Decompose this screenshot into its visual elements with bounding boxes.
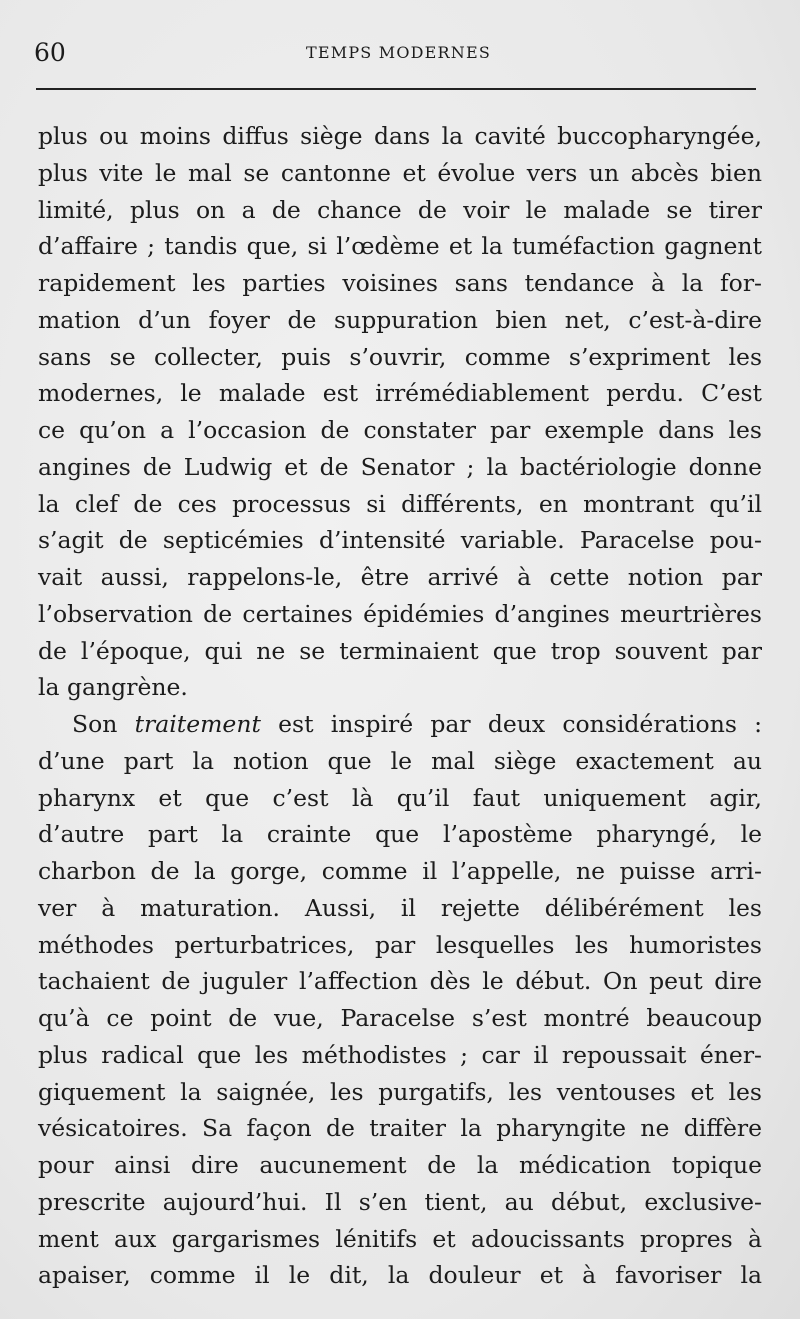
text-line: ment aux gargarismes lénitifs et adoucissants propres à xyxy=(38,1224,762,1253)
text-line: charbon de la gorge, comme il l’appelle, ne puisse arri- xyxy=(38,857,762,885)
text-line: vésicatoires. Sa façon de traiter la pharyngite ne diffère xyxy=(38,1114,762,1143)
running-head: TEMPS MODERNES xyxy=(306,43,492,62)
text-line: ver à maturation. Aussi, il rejette délibérément les xyxy=(38,893,762,922)
header-rule xyxy=(36,88,756,90)
text-line: sans se collecter, puis s’ouvrir, comme s’expriment les xyxy=(38,342,762,371)
text-line: apaiser, comme il le dit, la douleur et à favoriser la xyxy=(38,1261,762,1290)
text-line: tachaient de juguler l’affection dès le début. On peut dire xyxy=(38,967,762,996)
text-line: d’une part la notion que le mal siège exactement au xyxy=(38,746,762,775)
text-line: mation d’un foyer de suppuration bien net, c’est-à-dire xyxy=(38,305,762,334)
text-line: limité, plus on a de chance de voir le malade se tirer xyxy=(38,195,762,224)
text-line: méthodes perturbatrices, par lesquelles les humoristes xyxy=(38,930,762,959)
text-line: plus vite le mal se cantonne et évolue vers un abcès bien xyxy=(38,158,762,187)
text-line: s’agit de septicémies d’intensité variable. Paracelse pou- xyxy=(38,526,762,555)
page-number: 60 xyxy=(34,38,66,67)
text-line: d’affaire ; tandis que, si l’œdème et la tuméfaction gagnent xyxy=(38,232,762,261)
text-line: giquement la saignée, les purgatifs, les ventouses et les xyxy=(38,1077,762,1106)
text-line: de l’époque, qui ne se terminaient que trop souvent par xyxy=(38,636,762,665)
text-line: d’autre part la crainte que l’apostème pharyngé, le xyxy=(38,820,762,849)
text-line: prescrite aujourd’hui. Il s’en tient, au début, exclusive- xyxy=(38,1187,762,1216)
text-line: angines de Ludwig et de Senator ; la bactériologie donne xyxy=(38,452,762,481)
text-line: pour ainsi dire aucunement de la médication topique xyxy=(38,1151,762,1179)
text-line: ce qu’on a l’occasion de constater par exemple dans les xyxy=(38,416,762,444)
text-run: Son xyxy=(72,710,135,738)
text-line: vait aussi, rappelons-le, être arrivé à cette notion par xyxy=(38,563,762,591)
paragraph-2 xyxy=(38,706,762,1294)
text-line: l’observation de certaines épidémies d’angines meurtrières xyxy=(38,599,762,628)
text-line: la gangrène. xyxy=(38,673,188,702)
text-line: rapidement les parties voisines sans tendance à la for- xyxy=(38,269,762,297)
text-line: pharynx et que c’est là qu’il faut uniquement agir, xyxy=(38,783,762,812)
body-text xyxy=(38,118,762,1294)
text-line: qu’à ce point de vue, Paracelse s’est montré beaucoup xyxy=(38,1004,762,1032)
page-header xyxy=(34,38,760,68)
text-line: modernes, le malade est irrémédiablement perdu. C’est xyxy=(38,379,762,408)
italic-term: traitement xyxy=(134,710,261,738)
text-line: plus ou moins diffus siège dans la cavité buccopharyngée, xyxy=(38,122,762,150)
text-run: est inspiré par deux considérations : xyxy=(260,710,763,738)
text-line: la clef de ces processus si différents, en montrant qu’il xyxy=(38,489,762,518)
text-line xyxy=(38,706,762,743)
paragraph-1 xyxy=(38,118,762,706)
text-line: plus radical que les méthodistes ; car il repoussait éner- xyxy=(38,1040,762,1069)
